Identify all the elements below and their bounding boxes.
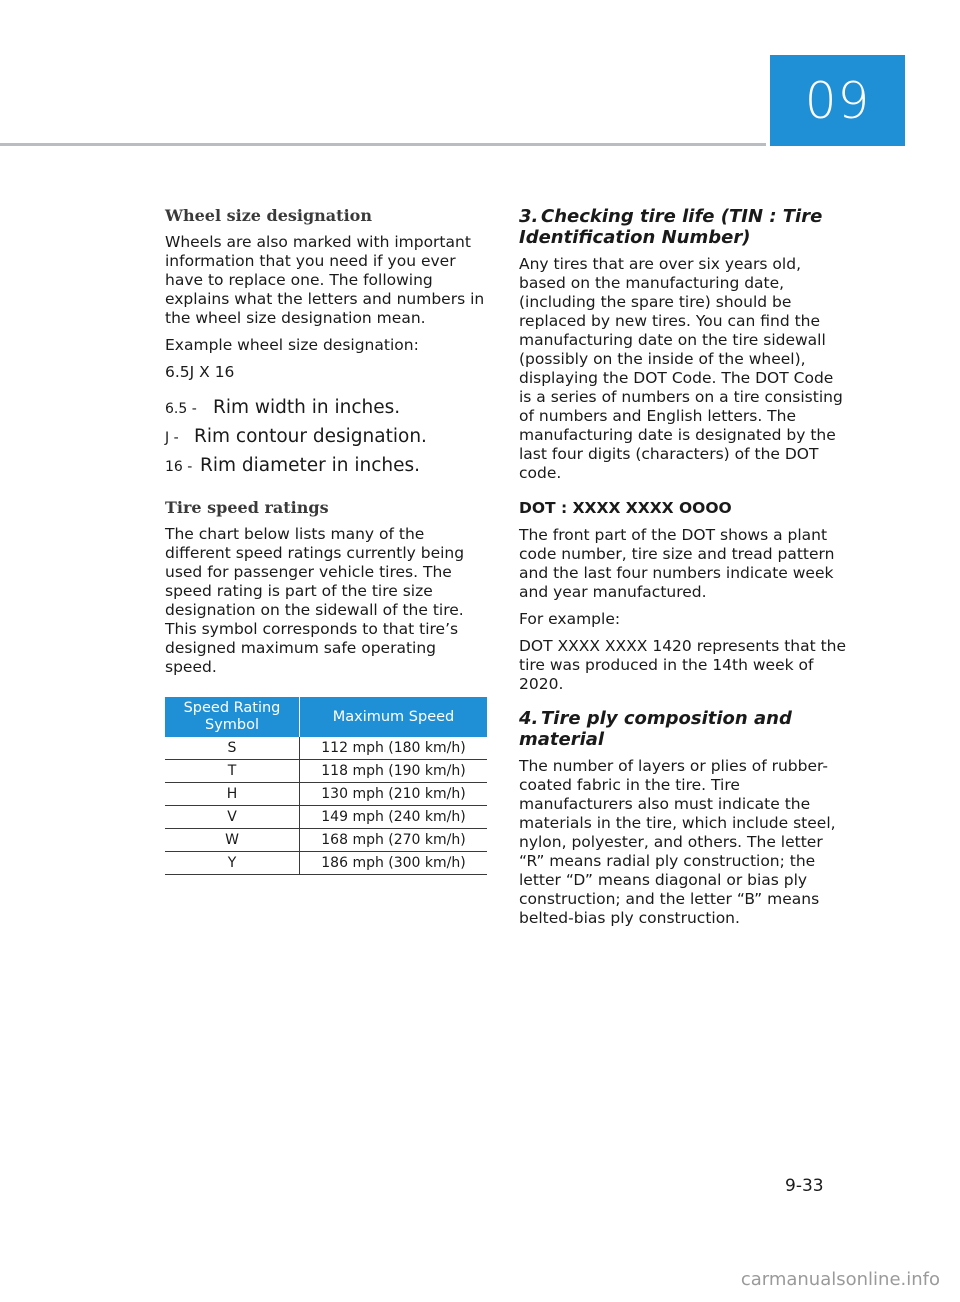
table-row [165, 852, 487, 875]
cell-symbol: S [165, 737, 300, 760]
cell-symbol: Y [165, 852, 300, 875]
example-label: Example wheel size designation: [165, 336, 419, 354]
section-3-heading [519, 206, 849, 248]
definition-term: 6.5 - [165, 401, 197, 417]
definition-list [165, 396, 487, 478]
table-row [165, 829, 487, 852]
header-symbol: Speed Rating Symbol [165, 697, 300, 737]
speed-ratings-heading: Tire speed ratings [165, 498, 329, 517]
definition-text: Rim contour designation. [194, 426, 427, 447]
cell-speed: 130 mph (210 km/h) [300, 783, 488, 806]
example-text: DOT XXXX XXXX 1420 represents that the tire was produced in the 14th week of 2020. [519, 637, 847, 693]
section-4-heading [519, 708, 849, 750]
header-rule [0, 143, 766, 146]
definition-term: J - [165, 430, 179, 446]
cell-speed: 149 mph (240 km/h) [300, 806, 488, 829]
page-number: 9-33 [785, 1176, 824, 1196]
example-value: 6.5J X 16 [165, 363, 235, 381]
cell-speed: 118 mph (190 km/h) [300, 760, 488, 783]
cell-speed: 112 mph (180 km/h) [300, 737, 488, 760]
cell-symbol: H [165, 783, 300, 806]
watermark: carmanualsonline.info [740, 1269, 940, 1290]
cell-symbol: T [165, 760, 300, 783]
table-header-row [165, 697, 487, 737]
section-4-number: 4. [519, 708, 539, 729]
definition-item [165, 396, 487, 420]
chapter-badge: 09 [770, 55, 905, 146]
definition-text: Rim diameter in inches. [200, 455, 421, 476]
definition-text: Rim width in inches. [213, 397, 401, 418]
section-3-body: Any tires that are over six years old, based on the manufacturing date, (including the spare tire) should be replaced by new tires. You can find the manufacturing date on the tire sidewall (possibly on the inside of the wheel), displaying the DOT Code. The DOT Code is a series of numbers on a tire consisting of numbers and English letters. The manufacturing date is designated by the last four digits (characters) of the DOT code. [519, 255, 843, 482]
section-4-title: Tire ply composition and material [519, 708, 792, 750]
definition-item [165, 454, 487, 478]
speed-rating-table [165, 697, 487, 875]
table-row [165, 760, 487, 783]
wheel-size-heading: Wheel size designation [165, 206, 372, 225]
example-label: For example: [519, 610, 621, 628]
section-3-number: 3. [519, 206, 539, 227]
cell-symbol: W [165, 829, 300, 852]
left-column [165, 206, 487, 875]
definition-term: 16 - [165, 459, 193, 475]
dot-explanation: The front part of the DOT shows a plant code number, tire size and tread pattern and the last four numbers indicate week and year manufactured. [519, 526, 835, 601]
cell-symbol: V [165, 806, 300, 829]
wheel-size-intro: Wheels are also marked with important information that you need if you ever have to replace one. The following explains what the letters and numbers in the wheel size designation mean. [165, 233, 485, 327]
definition-item [165, 425, 487, 449]
speed-ratings-intro: The chart below lists many of the different speed ratings currently being used for passenger vehicle tires. The speed rating is part of the tire size designation on the sidewall of the tire. This symbol corresponds to that tire’s designed maximum safe operating speed. [165, 525, 465, 676]
table-row [165, 783, 487, 806]
cell-speed: 186 mph (300 km/h) [300, 852, 488, 875]
dot-code: DOT : XXXX XXXX OOOO [519, 499, 732, 517]
cell-speed: 168 mph (270 km/h) [300, 829, 488, 852]
header-speed: Maximum Speed [300, 697, 488, 737]
table-row [165, 806, 487, 829]
right-column [519, 206, 849, 936]
section-4-body: The number of layers or plies of rubber-coated fabric in the tire. Tire manufacturers also must indicate the materials in the tire, which include steel, nylon, polyester, and others. The letter “R” means radial ply construction; the letter “D” means diagonal or bias ply construction; and the letter “B” means belted-bias ply construction. [519, 757, 836, 927]
table-row [165, 737, 487, 760]
section-3-title: Checking tire life (TIN : Tire Identification Number) [519, 206, 823, 248]
